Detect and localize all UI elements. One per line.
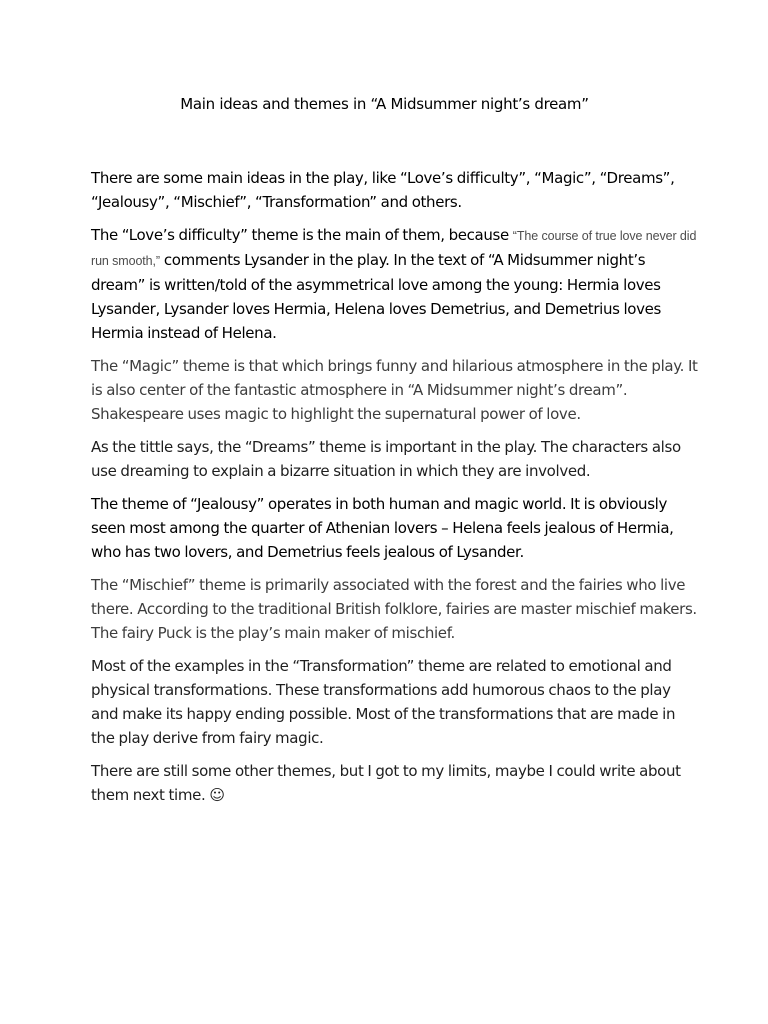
paragraph-loves-difficulty-lead: The “Love’s difficulty” theme is the main of them, because: [91, 226, 513, 244]
paragraph-loves-difficulty-rest: comments Lysander in the play. In the text of “A Midsummer night’s dream” is written/told of the asymmetrical love among the young: Hermia loves Lysander, Lysander loves Hermia, Helena loves Demetrius, and Demetrius loves Hermia instead of Helena.: [91, 251, 662, 342]
paragraph-closing: [91, 759, 698, 807]
paragraph-magic-text: The “Magic” theme is that which brings funny and hilarious atmosphere in the play. It is also center of the fantastic atmosphere in “A Midsummer night’s dream”. Shakespeare uses magic to highlight the supernatural power of love.: [91, 357, 698, 423]
paragraph-magic: [91, 354, 698, 426]
paragraph-dreams: [91, 435, 698, 483]
smiley-icon: ☺: [209, 786, 225, 804]
paragraph-intro-text: There are some main ideas in the play, like “Love’s difficulty”, “Magic”, “Dreams”, “Jealousy”, “Mischief”, “Transformation” and others.: [91, 169, 675, 211]
paragraph-closing-text: There are still some other themes, but I got to my limits, maybe I could write about them next time.: [91, 762, 681, 804]
document-title: Main ideas and themes in “A Midsummer night’s dream”: [180, 95, 589, 113]
paragraph-jealousy-text: The theme of “Jealousy” operates in both human and magic world. It is obviously seen most among the quarter of Athenian lovers – Helena feels jealous of Hermia, who has two lovers, and Demetrius feels jealous of Lysander.: [91, 495, 674, 561]
paragraph-mischief-text: The “Mischief” theme is primarily associated with the forest and the fairies who live there. According to the traditional British folklore, fairies are master mischief makers. The fairy Puck is the play’s main maker of mischief.: [91, 576, 697, 642]
paragraph-transformation: [91, 654, 698, 750]
paragraph-jealousy: [91, 492, 698, 564]
paragraph-loves-difficulty: [91, 223, 698, 345]
paragraph-transformation-text: Most of the examples in the “Transformation” theme are related to emotional and physical transformations. These transformations add humorous chaos to the play and make its happy ending possible. Most of the transformations that are made in the play derive from fairy magic.: [91, 657, 676, 747]
paragraph-dreams-text: As the tittle says, the “Dreams” theme is important in the play. The characters also use dreaming to explain a bizarre situation in which they are involved.: [91, 438, 681, 480]
paragraph-intro: [91, 166, 698, 214]
paragraph-mischief: [91, 573, 698, 645]
lysander-quote: “The course of true love never did run smooth,”: [91, 229, 697, 268]
